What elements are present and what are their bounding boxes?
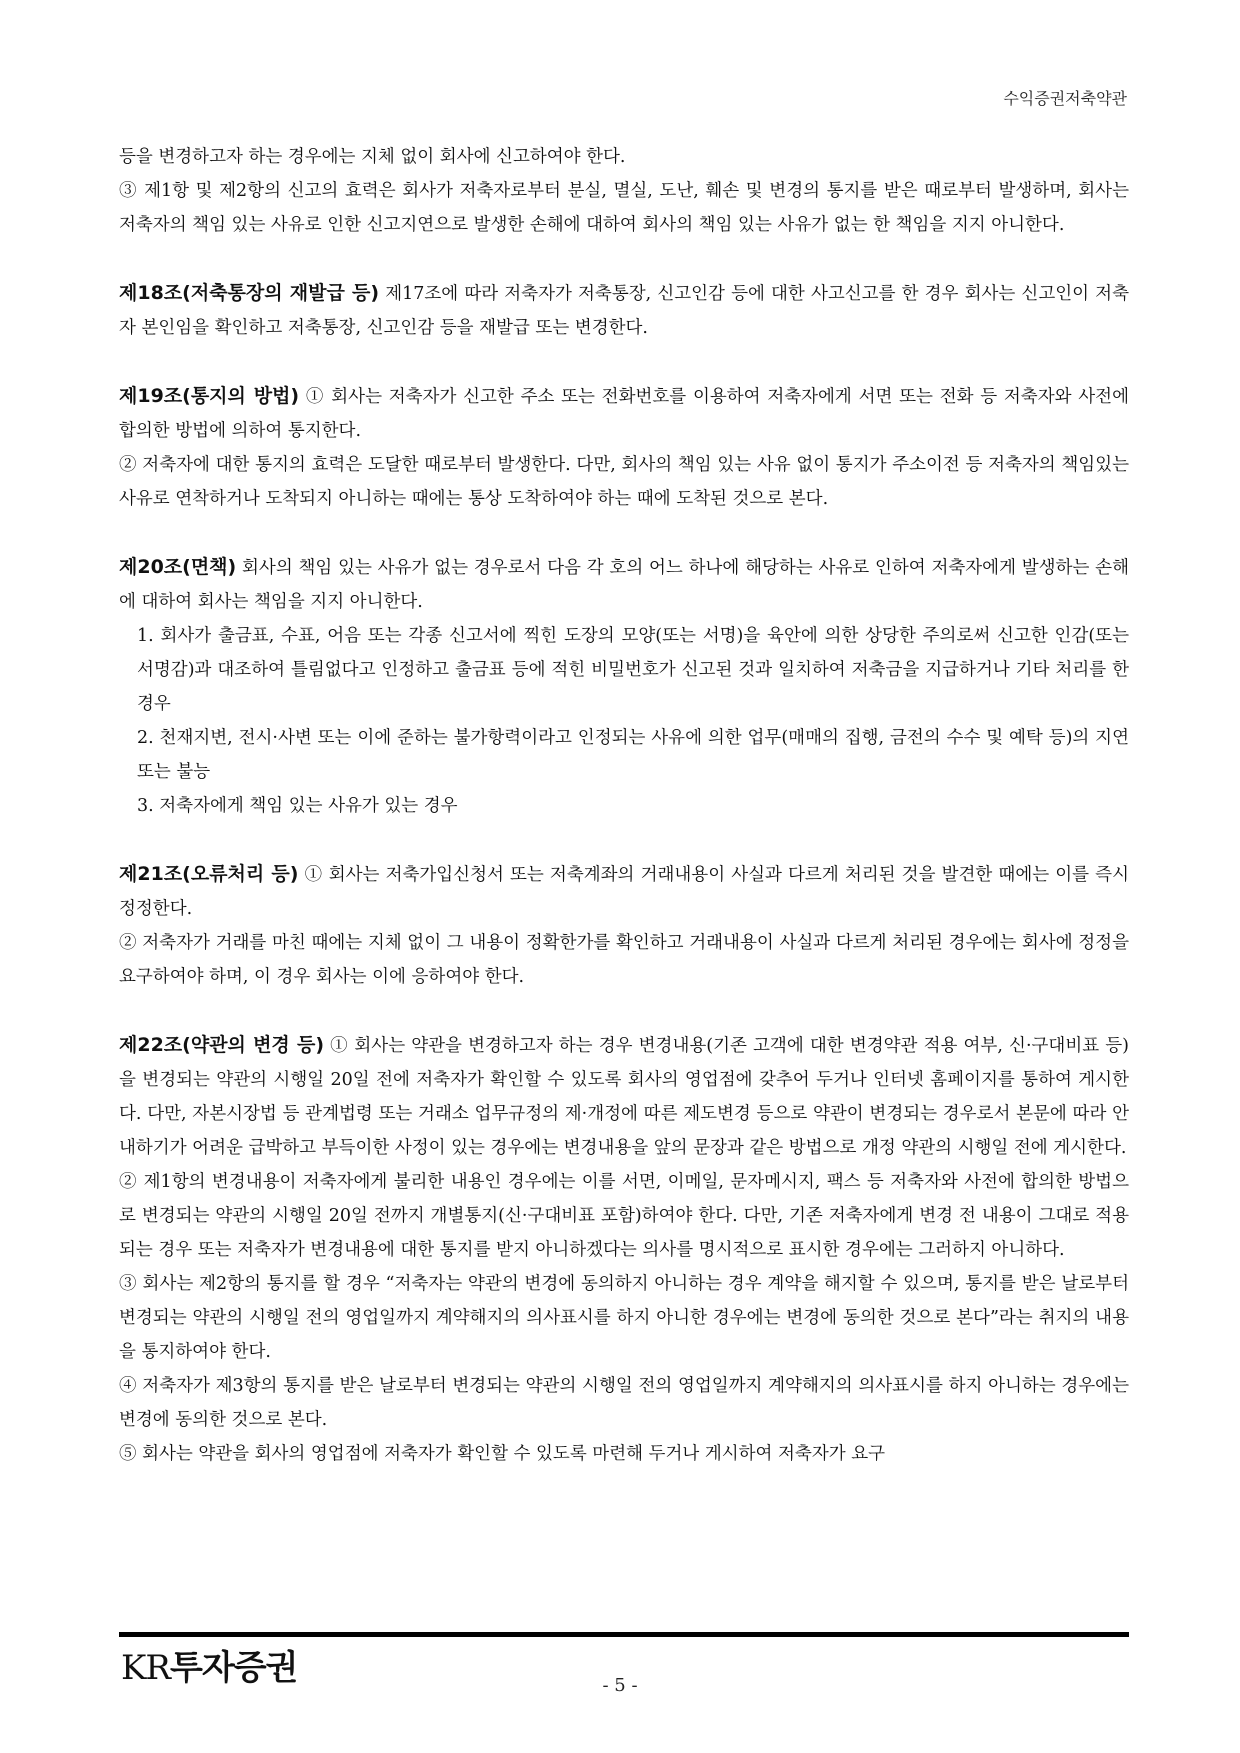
article-text: ① 회사는 저축자가 신고한 주소 또는 전화번호를 이용하여 저축자에게 서면 또는 전화 등 저축자와 사전에 합의한 방법에 의하여 통지한다.	[119, 387, 1129, 441]
paragraph: ④ 저축자가 제3항의 통지를 받은 날로부터 변경되는 약관의 시행일 전의 영업일까지 계약해지의 의사표시를 하지 아니하는 경우에는 변경에 동의한 것으로 본다.	[119, 1376, 1129, 1430]
paragraph	[119, 276, 1129, 345]
paragraph: ② 저축자에 대한 통지의 효력은 도달한 때로부터 발생한다. 다만, 회사의 책임 있는 사유 없이 통지가 주소이전 등 저축자의 책임있는 사유로 연착하거나 도착되지 아니하는 때에는 통상 도착하여야 하는 때에 도착된 것으로 본다.	[119, 455, 1129, 509]
running-header: 수익증권저축약관	[1003, 89, 1127, 108]
paragraph	[119, 1028, 1129, 1165]
footer-rule	[119, 1632, 1129, 1637]
article-text: ① 회사는 저축가입신청서 또는 저축계좌의 거래내용이 사실과 다르게 처리된 것을 발견한 때에는 이를 즉시 정정한다.	[119, 865, 1129, 919]
article-title: 제19조(통지의 방법)	[119, 385, 300, 407]
paragraph	[119, 550, 1129, 619]
logo-korean: 투자증권	[170, 1648, 298, 1688]
article-text: 제17조에 따라 저축자가 저축통장, 신고인감 등에 대한 사고신고를 한 경우 회사는 신고인이 저축자 본인임을 확인하고 저축통장, 신고인감 등을 재발급 또는 변경한다.	[119, 284, 1129, 338]
list-item: 3. 저축자에게 책임 있는 사유가 있는 경우	[137, 796, 458, 816]
article-title: 제22조(약관의 변경 등)	[119, 1034, 325, 1056]
article-title: 제21조(오류처리 등)	[119, 863, 299, 885]
document-body	[119, 140, 1129, 1471]
paragraph: ③ 제1항 및 제2항의 신고의 효력은 회사가 저축자로부터 분실, 멸실, 도난, 훼손 및 변경의 통지를 받은 때로부터 발생하며, 회사는 저축자의 책임 있는 사유로 인한 신고지연으로 발생한 손해에 대하여 회사의 책임 있는 사유가 없는 한 책임을 지지 아니한다.	[119, 181, 1129, 235]
article-19	[119, 379, 1129, 516]
article-text: 회사의 책임 있는 사유가 없는 경우로서 다음 각 호의 어느 하나에 해당하는 사유로 인하여 저축자에게 발생하는 손해에 대하여 회사는 책임을 지지 아니한다.	[119, 558, 1129, 612]
list-item: 1. 회사가 출금표, 수표, 어음 또는 각종 신고서에 찍힌 도장의 모양(또는 서명)을 육안에 의한 상당한 주의로써 신고한 인감(또는 서명감)과 대조하여 틀림없다고 인정하고 출금표 등에 적힌 비밀번호가 신고된 것과 일치하여 저축금을 지급하거나 기타 처리를 한 경우	[137, 626, 1129, 714]
article-20	[119, 550, 1129, 823]
logo-latin: KR	[121, 1648, 170, 1688]
paragraph: ③ 회사는 제2항의 통지를 할 경우 “저축자는 약관의 변경에 동의하지 아니하는 경우 계약을 해지할 수 있으며, 통지를 받은 날로부터 변경되는 약관의 시행일 전의 영업일까지 계약해지의 의사표시를 하지 아니한 경우에는 변경에 동의한 것으로 본다”라는 취지의 내용을 통지하여야 한다.	[119, 1274, 1129, 1362]
section-continuation	[119, 140, 1129, 242]
paragraph: ② 저축자가 거래를 마친 때에는 지체 없이 그 내용이 정확한가를 확인하고 거래내용이 사실과 다르게 처리된 경우에는 회사에 정정을 요구하여야 하며, 이 경우 회사는 이에 응하여야 한다.	[119, 933, 1129, 987]
article-21	[119, 857, 1129, 994]
paragraph: ⑤ 회사는 약관을 회사의 영업점에 저축자가 확인할 수 있도록 마련해 두거나 게시하여 저축자가 요구	[119, 1444, 886, 1464]
paragraph	[119, 857, 1129, 926]
article-18	[119, 276, 1129, 345]
paragraph	[119, 379, 1129, 448]
page-number: - 5 -	[602, 1675, 638, 1696]
paragraph: ② 제1항의 변경내용이 저축자에게 불리한 내용인 경우에는 이를 서면, 이메일, 문자메시지, 팩스 등 저축자와 사전에 합의한 방법으로 변경되는 약관의 시행일 20일 전까지 개별통지(신·구대비표 포함)하여야 한다. 다만, 기존 저축자에게 변경 전 내용이 그대로 적용되는 경우 또는 저축자가 변경내용에 대한 통지를 받지 아니하겠다는 의사를 명시적으로 표시한 경우에는 그러하지 아니하다.	[119, 1172, 1129, 1260]
article-22	[119, 1028, 1129, 1471]
article-title: 제18조(저축통장의 재발급 등)	[119, 282, 380, 304]
article-text: ① 회사는 약관을 변경하고자 하는 경우 변경내용(기존 고객에 대한 변경약관 적용 여부, 신·구대비표 등)을 변경되는 약관의 시행일 20일 전에 저축자가 확인할 수 있도록 회사의 영업점에 갖추어 두거나 인터넷 홈페이지를 통하여 게시한다. 다만, 자본시장법 등 관계법령 또는 거래소 업무규정의 제·개정에 따른 제도변경 등으로 약관이 변경되는 경우로서 본문에 따라 안내하기가 어려운 급박하고 부득이한 사정이 있는 경우에는 변경내용을 앞의 문장과 같은 방법으로 개정 약관의 시행일 전에 게시한다.	[119, 1036, 1129, 1158]
list-item: 2. 천재지변, 전시·사변 또는 이에 준하는 불가항력이라고 인정되는 사유에 의한 업무(매매의 집행, 금전의 수수 및 예탁 등)의 지연 또는 불능	[137, 728, 1129, 782]
paragraph: 등을 변경하고자 하는 경우에는 지체 없이 회사에 신고하여야 한다.	[119, 147, 626, 167]
article-title: 제20조(면책)	[119, 556, 237, 578]
